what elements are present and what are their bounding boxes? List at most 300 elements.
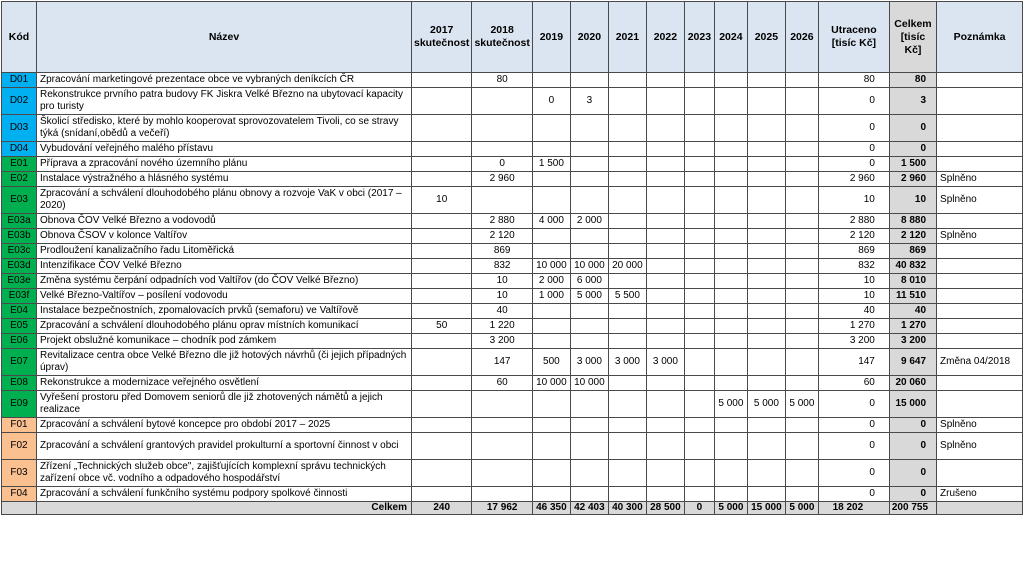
row-name: Rekonstrukce prvního patra budovy FK Jiskra Velké Březno na ubytovací kapacity pro turisty xyxy=(37,88,412,115)
header-2024: 2024 xyxy=(714,2,747,73)
row-code: E03b xyxy=(2,229,37,244)
row-note xyxy=(937,319,1023,334)
row-2023 xyxy=(684,391,714,418)
row-2019 xyxy=(532,187,570,214)
row-2018 xyxy=(472,115,532,142)
row-2026 xyxy=(785,187,818,214)
table-row xyxy=(2,391,1023,418)
row-2023 xyxy=(684,172,714,187)
row-2017 xyxy=(412,349,472,376)
row-spent: 10 xyxy=(818,289,889,304)
row-2023 xyxy=(684,433,714,460)
row-2018: 147 xyxy=(472,349,532,376)
row-code: E09 xyxy=(2,391,37,418)
row-2025 xyxy=(747,187,785,214)
row-2017 xyxy=(412,115,472,142)
row-2021 xyxy=(608,418,646,433)
row-note xyxy=(937,157,1023,172)
row-2018: 0 xyxy=(472,157,532,172)
row-2019 xyxy=(532,460,570,487)
row-2021 xyxy=(608,172,646,187)
row-spent: 0 xyxy=(818,433,889,460)
row-2020 xyxy=(570,142,608,157)
row-2018: 60 xyxy=(472,376,532,391)
row-2026 xyxy=(785,433,818,460)
row-total: 869 xyxy=(889,244,936,259)
header-name: Název xyxy=(37,2,412,73)
row-2021 xyxy=(608,142,646,157)
row-total: 0 xyxy=(889,418,936,433)
row-name: Revitalizace centra obce Velké Březno dle již hotových návrhů (či jejich případných úprav) xyxy=(37,349,412,376)
row-2020: 6 000 xyxy=(570,274,608,289)
row-2023 xyxy=(684,73,714,88)
summary-blank xyxy=(2,502,37,515)
row-2020: 5 000 xyxy=(570,289,608,304)
row-code: E05 xyxy=(2,319,37,334)
row-total: 8 880 xyxy=(889,214,936,229)
row-2025 xyxy=(747,418,785,433)
row-2023 xyxy=(684,487,714,502)
row-2020 xyxy=(570,304,608,319)
row-note: Zrušeno xyxy=(937,487,1023,502)
row-name: Prodloužení kanalizačního řadu Litoměřická xyxy=(37,244,412,259)
row-2019 xyxy=(532,418,570,433)
row-2018: 10 xyxy=(472,274,532,289)
row-2024 xyxy=(714,304,747,319)
row-2023 xyxy=(684,418,714,433)
row-2024 xyxy=(714,274,747,289)
row-2022 xyxy=(646,487,684,502)
row-2018: 40 xyxy=(472,304,532,319)
row-code: F04 xyxy=(2,487,37,502)
row-2026 xyxy=(785,115,818,142)
row-note: Splněno xyxy=(937,172,1023,187)
row-2025 xyxy=(747,319,785,334)
row-2023 xyxy=(684,229,714,244)
row-note xyxy=(937,289,1023,304)
row-2020 xyxy=(570,391,608,418)
row-2020: 2 000 xyxy=(570,214,608,229)
row-2025 xyxy=(747,214,785,229)
row-spent: 0 xyxy=(818,418,889,433)
row-total: 11 510 xyxy=(889,289,936,304)
row-name: Zpracování marketingové prezentace obce ve vybraných deníkcích ČR xyxy=(37,73,412,88)
row-2024 xyxy=(714,289,747,304)
row-2017 xyxy=(412,304,472,319)
row-2024 xyxy=(714,187,747,214)
row-code: E03f xyxy=(2,289,37,304)
row-2023 xyxy=(684,274,714,289)
row-2020 xyxy=(570,334,608,349)
row-2024 xyxy=(714,115,747,142)
row-2025 xyxy=(747,259,785,274)
row-2024: 5 000 xyxy=(714,391,747,418)
row-2024 xyxy=(714,418,747,433)
row-2021 xyxy=(608,304,646,319)
row-note xyxy=(937,334,1023,349)
row-2017 xyxy=(412,289,472,304)
row-name: Zřízení „Technických služeb obce", zajišťujících komplexní správu technických zařízení obce vč. vodního a odpadového hospodářství xyxy=(37,460,412,487)
table-row xyxy=(2,304,1023,319)
summary-2019: 46 350 xyxy=(532,502,570,515)
row-2022: 3 000 xyxy=(646,349,684,376)
row-note xyxy=(937,244,1023,259)
row-2024 xyxy=(714,349,747,376)
row-spent: 2 120 xyxy=(818,229,889,244)
row-2018: 1 220 xyxy=(472,319,532,334)
header-2021: 2021 xyxy=(608,2,646,73)
table-row xyxy=(2,274,1023,289)
row-2020 xyxy=(570,418,608,433)
row-total: 2 960 xyxy=(889,172,936,187)
row-2021 xyxy=(608,334,646,349)
row-code: E07 xyxy=(2,349,37,376)
row-2026 xyxy=(785,334,818,349)
row-name: Změna systému čerpání odpadních vod Valtířov (do ČOV Velké Březno) xyxy=(37,274,412,289)
row-code: F02 xyxy=(2,433,37,460)
row-total: 0 xyxy=(889,115,936,142)
row-2019 xyxy=(532,115,570,142)
row-2019 xyxy=(532,172,570,187)
table-row xyxy=(2,157,1023,172)
row-code: E03e xyxy=(2,274,37,289)
row-2019 xyxy=(532,304,570,319)
row-spent: 1 270 xyxy=(818,319,889,334)
row-2017 xyxy=(412,391,472,418)
header-total: Celkem [tisíc Kč] xyxy=(889,2,936,73)
row-code: D01 xyxy=(2,73,37,88)
table-row xyxy=(2,334,1023,349)
row-2021 xyxy=(608,391,646,418)
row-name: Intenzifikace ČOV Velké Březno xyxy=(37,259,412,274)
row-note xyxy=(937,460,1023,487)
row-2020 xyxy=(570,187,608,214)
row-2022 xyxy=(646,244,684,259)
row-2020: 10 000 xyxy=(570,259,608,274)
table-row xyxy=(2,244,1023,259)
table-header xyxy=(2,2,1023,73)
row-2021: 3 000 xyxy=(608,349,646,376)
row-name: Zpracování a schválení grantových pravidel prokulturní a sportovní činnost v obci xyxy=(37,433,412,460)
row-code: F03 xyxy=(2,460,37,487)
row-2025 xyxy=(747,157,785,172)
row-name: Zpracování a schválení dlouhodobého plánu obnovy a rozvoje VaK v obci (2017 – 2020) xyxy=(37,187,412,214)
row-2017 xyxy=(412,73,472,88)
row-2020 xyxy=(570,157,608,172)
row-2017: 10 xyxy=(412,187,472,214)
row-2022 xyxy=(646,460,684,487)
summary-2023: 0 xyxy=(684,502,714,515)
row-note xyxy=(937,88,1023,115)
row-note xyxy=(937,274,1023,289)
row-2022 xyxy=(646,274,684,289)
table-row xyxy=(2,73,1023,88)
row-2019: 1 000 xyxy=(532,289,570,304)
row-2020 xyxy=(570,487,608,502)
row-code: E03a xyxy=(2,214,37,229)
row-2018: 10 xyxy=(472,289,532,304)
row-2022 xyxy=(646,142,684,157)
row-2025 xyxy=(747,487,785,502)
row-2019 xyxy=(532,244,570,259)
row-2019: 10 000 xyxy=(532,259,570,274)
row-2026 xyxy=(785,304,818,319)
row-spent: 80 xyxy=(818,73,889,88)
row-2023 xyxy=(684,88,714,115)
row-2019: 4 000 xyxy=(532,214,570,229)
row-2022 xyxy=(646,259,684,274)
row-2025 xyxy=(747,334,785,349)
header-2023: 2023 xyxy=(684,2,714,73)
row-total: 15 000 xyxy=(889,391,936,418)
row-2018: 2 120 xyxy=(472,229,532,244)
row-2022 xyxy=(646,391,684,418)
row-spent: 147 xyxy=(818,349,889,376)
row-note xyxy=(937,391,1023,418)
row-2022 xyxy=(646,418,684,433)
row-2025 xyxy=(747,73,785,88)
row-2017 xyxy=(412,244,472,259)
row-code: E03 xyxy=(2,187,37,214)
row-2022 xyxy=(646,73,684,88)
row-2021 xyxy=(608,319,646,334)
table-row xyxy=(2,187,1023,214)
summary-2025: 15 000 xyxy=(747,502,785,515)
summary-2018: 17 962 xyxy=(472,502,532,515)
row-2026 xyxy=(785,349,818,376)
row-2026 xyxy=(785,172,818,187)
row-2017 xyxy=(412,214,472,229)
row-2018 xyxy=(472,88,532,115)
row-spent: 40 xyxy=(818,304,889,319)
row-2022 xyxy=(646,88,684,115)
row-code: E01 xyxy=(2,157,37,172)
row-total: 40 xyxy=(889,304,936,319)
row-2023 xyxy=(684,460,714,487)
table-row xyxy=(2,487,1023,502)
summary-total: 200 755 xyxy=(889,502,936,515)
row-2021 xyxy=(608,88,646,115)
row-2023 xyxy=(684,142,714,157)
row-2026 xyxy=(785,142,818,157)
row-2017 xyxy=(412,418,472,433)
row-2026 xyxy=(785,376,818,391)
row-2019 xyxy=(532,487,570,502)
row-code: E06 xyxy=(2,334,37,349)
row-2022 xyxy=(646,157,684,172)
row-2020 xyxy=(570,460,608,487)
row-2024 xyxy=(714,487,747,502)
row-2026 xyxy=(785,214,818,229)
table-row xyxy=(2,376,1023,391)
row-2026 xyxy=(785,487,818,502)
row-2020 xyxy=(570,172,608,187)
row-total: 2 120 xyxy=(889,229,936,244)
row-2021 xyxy=(608,433,646,460)
row-2021 xyxy=(608,487,646,502)
row-2021 xyxy=(608,214,646,229)
row-total: 1 270 xyxy=(889,319,936,334)
row-code: E03d xyxy=(2,259,37,274)
row-total: 80 xyxy=(889,73,936,88)
row-2022 xyxy=(646,319,684,334)
row-total: 40 832 xyxy=(889,259,936,274)
row-2018: 869 xyxy=(472,244,532,259)
row-2017 xyxy=(412,172,472,187)
row-code: D03 xyxy=(2,115,37,142)
summary-2020: 42 403 xyxy=(570,502,608,515)
row-spent: 10 xyxy=(818,187,889,214)
row-2021 xyxy=(608,229,646,244)
row-2020 xyxy=(570,229,608,244)
row-2024 xyxy=(714,88,747,115)
header-2020: 2020 xyxy=(570,2,608,73)
row-note: Splněno xyxy=(937,229,1023,244)
table-row xyxy=(2,289,1023,304)
row-code: D04 xyxy=(2,142,37,157)
row-2023 xyxy=(684,259,714,274)
row-2017 xyxy=(412,274,472,289)
row-name: Obnova ČSOV v kolonce Valtířov xyxy=(37,229,412,244)
table-row xyxy=(2,460,1023,487)
row-2023 xyxy=(684,157,714,172)
row-2026 xyxy=(785,73,818,88)
row-spent: 832 xyxy=(818,259,889,274)
row-2021 xyxy=(608,460,646,487)
row-2024 xyxy=(714,460,747,487)
header-row xyxy=(2,2,1023,73)
row-2023 xyxy=(684,304,714,319)
table-row xyxy=(2,319,1023,334)
row-2020: 3 000 xyxy=(570,349,608,376)
row-2022 xyxy=(646,433,684,460)
row-spent: 2 960 xyxy=(818,172,889,187)
row-name: Instalace bezpečnostních, zpomalovacích prvků (semaforu) ve Valtířově xyxy=(37,304,412,319)
row-name: Projekt obslužné komunikace – chodník pod zámkem xyxy=(37,334,412,349)
row-total: 0 xyxy=(889,433,936,460)
row-name: Vybudování veřejného malého přístavu xyxy=(37,142,412,157)
row-2024 xyxy=(714,157,747,172)
row-2019 xyxy=(532,73,570,88)
row-2025 xyxy=(747,289,785,304)
row-2024 xyxy=(714,214,747,229)
row-2026 xyxy=(785,289,818,304)
row-code: E02 xyxy=(2,172,37,187)
row-code: E03c xyxy=(2,244,37,259)
table-row xyxy=(2,349,1023,376)
row-2022 xyxy=(646,187,684,214)
row-spent: 0 xyxy=(818,115,889,142)
row-2026 xyxy=(785,418,818,433)
row-2018 xyxy=(472,433,532,460)
row-2025 xyxy=(747,274,785,289)
row-2021 xyxy=(608,115,646,142)
row-2026 xyxy=(785,229,818,244)
row-2024 xyxy=(714,334,747,349)
table-row xyxy=(2,88,1023,115)
row-2023 xyxy=(684,115,714,142)
row-total: 3 xyxy=(889,88,936,115)
row-name: Velké Březno-Valtířov – posílení vodovodu xyxy=(37,289,412,304)
table-row xyxy=(2,229,1023,244)
row-2017 xyxy=(412,487,472,502)
row-2024 xyxy=(714,172,747,187)
summary-2017: 240 xyxy=(412,502,472,515)
row-note xyxy=(937,214,1023,229)
row-2019: 0 xyxy=(532,88,570,115)
row-note xyxy=(937,304,1023,319)
header-2025: 2025 xyxy=(747,2,785,73)
row-2026 xyxy=(785,319,818,334)
row-2021 xyxy=(608,274,646,289)
row-2025 xyxy=(747,142,785,157)
row-2020: 3 xyxy=(570,88,608,115)
row-2025 xyxy=(747,229,785,244)
row-2025 xyxy=(747,88,785,115)
row-2023 xyxy=(684,334,714,349)
row-name: Zpracování a schválení bytové koncepce pro období 2017 – 2025 xyxy=(37,418,412,433)
row-2017 xyxy=(412,376,472,391)
table-row xyxy=(2,418,1023,433)
row-name: Zpracování a schválení funkčního systému podpory spolkové činnosti xyxy=(37,487,412,502)
row-2019 xyxy=(532,334,570,349)
row-2021 xyxy=(608,187,646,214)
row-spent: 3 200 xyxy=(818,334,889,349)
row-spent: 0 xyxy=(818,487,889,502)
table-body xyxy=(2,73,1023,502)
row-2023 xyxy=(684,349,714,376)
row-name: Rekonstrukce a modernizace veřejného osvětlení xyxy=(37,376,412,391)
row-2022 xyxy=(646,289,684,304)
row-2025 xyxy=(747,115,785,142)
row-2018 xyxy=(472,460,532,487)
row-2026 xyxy=(785,460,818,487)
row-2021: 5 500 xyxy=(608,289,646,304)
row-spent: 0 xyxy=(818,157,889,172)
row-total: 0 xyxy=(889,460,936,487)
row-note: Splněno xyxy=(937,433,1023,460)
row-2022 xyxy=(646,115,684,142)
row-2019: 2 000 xyxy=(532,274,570,289)
row-2017 xyxy=(412,229,472,244)
summary-note xyxy=(937,502,1023,515)
row-code: E04 xyxy=(2,304,37,319)
row-2021 xyxy=(608,244,646,259)
row-note: Změna 04/2018 xyxy=(937,349,1023,376)
table-row xyxy=(2,214,1023,229)
row-2019 xyxy=(532,391,570,418)
row-spent: 2 880 xyxy=(818,214,889,229)
row-spent: 0 xyxy=(818,460,889,487)
summary-row xyxy=(2,502,1023,515)
row-2023 xyxy=(684,376,714,391)
row-2024 xyxy=(714,244,747,259)
row-total: 1 500 xyxy=(889,157,936,172)
row-2023 xyxy=(684,289,714,304)
row-2017 xyxy=(412,334,472,349)
header-2018: 2018 skutečnost xyxy=(472,2,532,73)
row-spent: 60 xyxy=(818,376,889,391)
row-2018: 832 xyxy=(472,259,532,274)
summary-2024: 5 000 xyxy=(714,502,747,515)
row-2026 xyxy=(785,88,818,115)
summary-spent: 18 202 xyxy=(818,502,889,515)
row-2017 xyxy=(412,259,472,274)
summary-2022: 28 500 xyxy=(646,502,684,515)
row-2021 xyxy=(608,157,646,172)
row-total: 0 xyxy=(889,487,936,502)
row-2017 xyxy=(412,88,472,115)
